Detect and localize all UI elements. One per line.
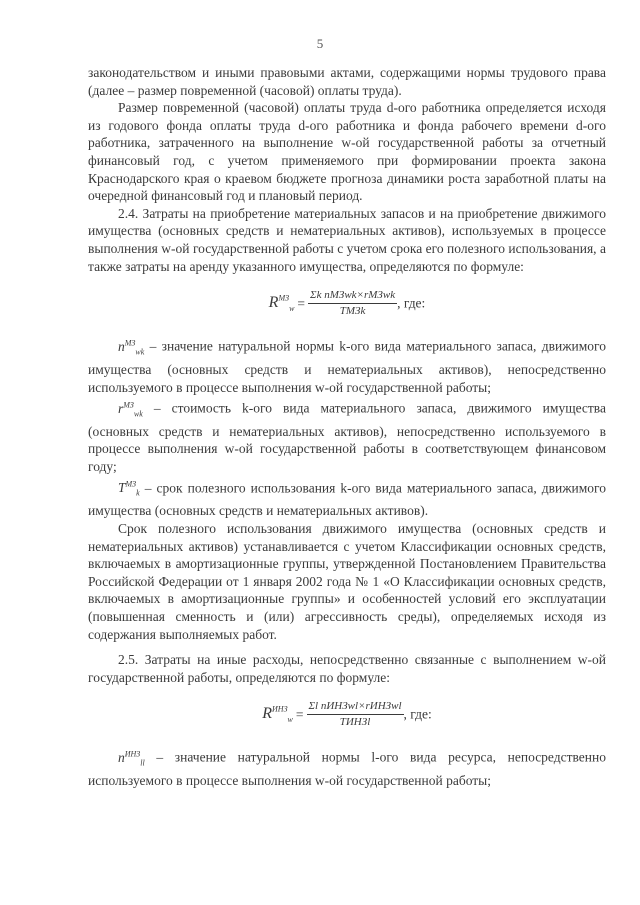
formula2-lhs: $R^{ИНЗ}_w$ xyxy=(262,704,293,725)
paragraph-hourly-pay: Размер повременной (часовой) оплаты труда d-ого работника определяется исходя из годового фонда оплаты труда d-ого работника и фонда рабочего времени d-ого работника, затраченного на выполнение w-ой государственной работы за отчетный финансовый год, с учетом применяемого при формировании проекта закона Краснодарского края о краевом бюджете прогноза динамики роста заработной платы на очередной финансовый год и плановый период. xyxy=(88,100,606,204)
paragraph-useful-life: Срок полезного использования движимого имущества (основных средств и нематериальных активов) устанавливается с учетом Классификации основных средств, включаемых в амортизационные группы, утвержденной Постановлением Правительства Российской Федерации от 1 января 2002 года № 1 «О Классификации основных средств, включаемых в амортизационные группы» и особенностей условий его эксплуатации (повышенная сменность и (или) агрессивность среды), определяемых исходя из содержания выполняемых работ. xyxy=(88,521,606,642)
page-content xyxy=(88,64,606,790)
formula-lhs: $R^{МЗ}_w$ xyxy=(268,293,295,314)
paragraph-continuation: законодательством и иными правовыми актами, содержащими нормы трудового права (далее – размер повременной (часовой) оплаты труда). xyxy=(88,65,606,98)
definition-n-inz: $n^{ИНЗ}_{ll}$ – значение натуральной нормы l-ого вида ресурса, непосредственно используемого в процессе выполнения w-ой государственной работы; xyxy=(88,749,606,789)
formula2-fraction xyxy=(307,700,404,729)
formula-denominator: TМЗk xyxy=(339,305,366,318)
definition-n-mz: $n^{МЗ}_{wk}$ – значение натуральной нормы k-ого вида материального запаса, движимого имущества (основных средств и нематериальных активов), непосредственно используемого в процессе выполнения w-ой государственной работы; xyxy=(88,338,606,395)
formula-fraction xyxy=(308,289,397,318)
paragraph-2-4: 2.4. Затраты на приобретение материальных запасов и на приобретение движимого имущества (основных средств и нематериальных активов), используемых в процессе выполнения w-ой государственной работы с учетом срока его полезного использования, а также затраты на аренду указанного имущества, определяются по формуле: xyxy=(88,205,606,274)
formula2-denominator: TИНЗl xyxy=(339,716,371,729)
formula-material-costs: $R^{МЗ}_w$ = $\frac{\text{Σk nМЗwk×rМЗwk}}{\text{TМЗk}}$ , где: xyxy=(268,289,426,318)
formula2-tail: , где: xyxy=(403,707,432,723)
formula2-numerator: Σl nИНЗwl×rИНЗwl xyxy=(307,700,404,715)
definition-r-mz: $r^{МЗ}_{wk}$ – стоимость k-ого вида материального запаса, движимого имущества (основных средств и нематериальных активов), непосредственно используемого в процессе выполнения w-ой государственной работы в соответствующем финансовом году; xyxy=(88,400,606,475)
page-number: 5 xyxy=(316,36,324,51)
formula-other-costs: $R^{ИНЗ}_w$ = $\frac{\text{Σl nИНЗwl×rИНЗwl}}{\text{TИНЗl}}$ , где: xyxy=(262,700,432,729)
formula-tail: , где: xyxy=(397,295,426,311)
definition-t-mz: $T^{МЗ}_k$ – срок полезного использования k-ого вида материального запаса, движимого имущества (основных средств и нематериальных активов). xyxy=(88,479,606,519)
formula-numerator: Σk nМЗwk×rМЗwk xyxy=(308,289,397,304)
paragraph-2-5: 2.5. Затраты на иные расходы, непосредственно связанные с выполнением w-ой государственной работы, определяются по формуле: xyxy=(88,652,606,685)
